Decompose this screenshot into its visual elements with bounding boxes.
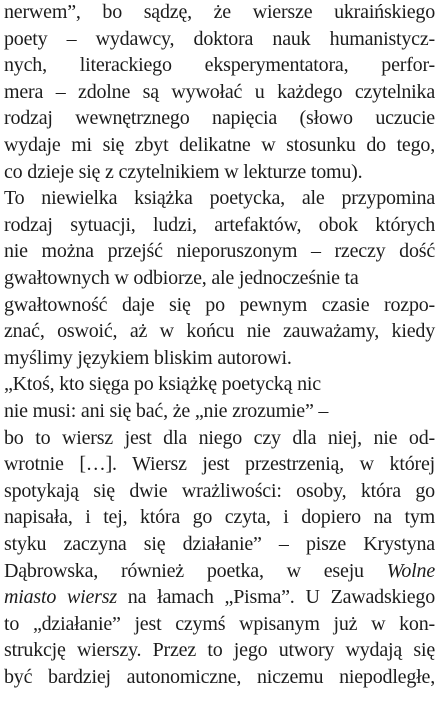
text-line-4: mera – zdolne są wywołać u każdego czytelnika [4, 80, 435, 103]
text-line-22-italic: Wolne [386, 559, 435, 582]
text-line-16: nie musi: ani się bać, że „nie zrozumie” – [4, 400, 329, 422]
text-line-13: znać, oswoić, aż w końcu nie zauważamy, kiedy [4, 320, 435, 343]
text-line-26: być bardziej autonomiczne, niczemu niepodległe, [4, 666, 435, 688]
text-line-19: spotykają się dwie wrażliwości: osoby, która go [4, 479, 435, 502]
text-line-15: „Ktoś, kto sięga po książkę poetycką nic [4, 373, 321, 396]
text-line-18: wrotnie […]. Wiersz jest przestrzenią, w której [4, 453, 435, 476]
text-line-23-roman: na łamach „Pisma”. U Zawadskiego [116, 586, 435, 609]
text-line-1: nerwem”, bo sądzę, że wiersze ukraińskiego [4, 1, 435, 23]
text-line-12: gwałtowność daje się po pewnym czasie rozpo- [4, 293, 435, 316]
text-line-10: nie można przejść nieporuszonym – rzeczy dość [4, 240, 435, 263]
text-line-21: styku zaczyna się działanie” – pisze Krystyna [4, 533, 435, 555]
text-line-14: myślimy językiem bliskim autorowi. [4, 346, 292, 369]
text-line-6: wydaje mi się zbyt delikatne w stosunku do tego, [4, 134, 435, 156]
text-line-5: rodzaj wewnętrznego napięcia (słowo uczucie [4, 107, 435, 130]
text-line-11: gwałtownych w odbiorze, ale jednocześnie ta [4, 267, 359, 289]
text-line-23 [4, 585, 435, 609]
text-line-3: nych, literackiego eksperymentatora, perfor- [4, 54, 435, 77]
text-line-8: To niewielka książka poetycka, ale przypomina [4, 187, 435, 210]
text-line-25: strukcję wierszy. Przez to jego utwory wydają się [4, 639, 435, 662]
text-line-24: to „działanie” jest czymś wpisanym już w kon- [4, 612, 435, 635]
text-line-9: rodzaj sytuacji, ludzi, artefaktów, obok których [4, 213, 435, 236]
text-line-2: poety – wydawcy, doktora nauk humanistycz- [4, 27, 435, 50]
text-line-23-italic: miasto wiersz [4, 586, 117, 609]
text-line-22-roman: Dąbrowska, również poetka, w eseju [4, 559, 387, 582]
text-line-7: co dzieje się z czytelnikiem w lekturze tomu). [4, 160, 363, 183]
text-line-20: napisała, i tej, która go czyta, i dopiero na tym [4, 506, 435, 529]
text-line-22 [4, 559, 435, 583]
text-line-17: bo to wiersz jest dla niego czy dla niej, nie od- [4, 426, 435, 449]
